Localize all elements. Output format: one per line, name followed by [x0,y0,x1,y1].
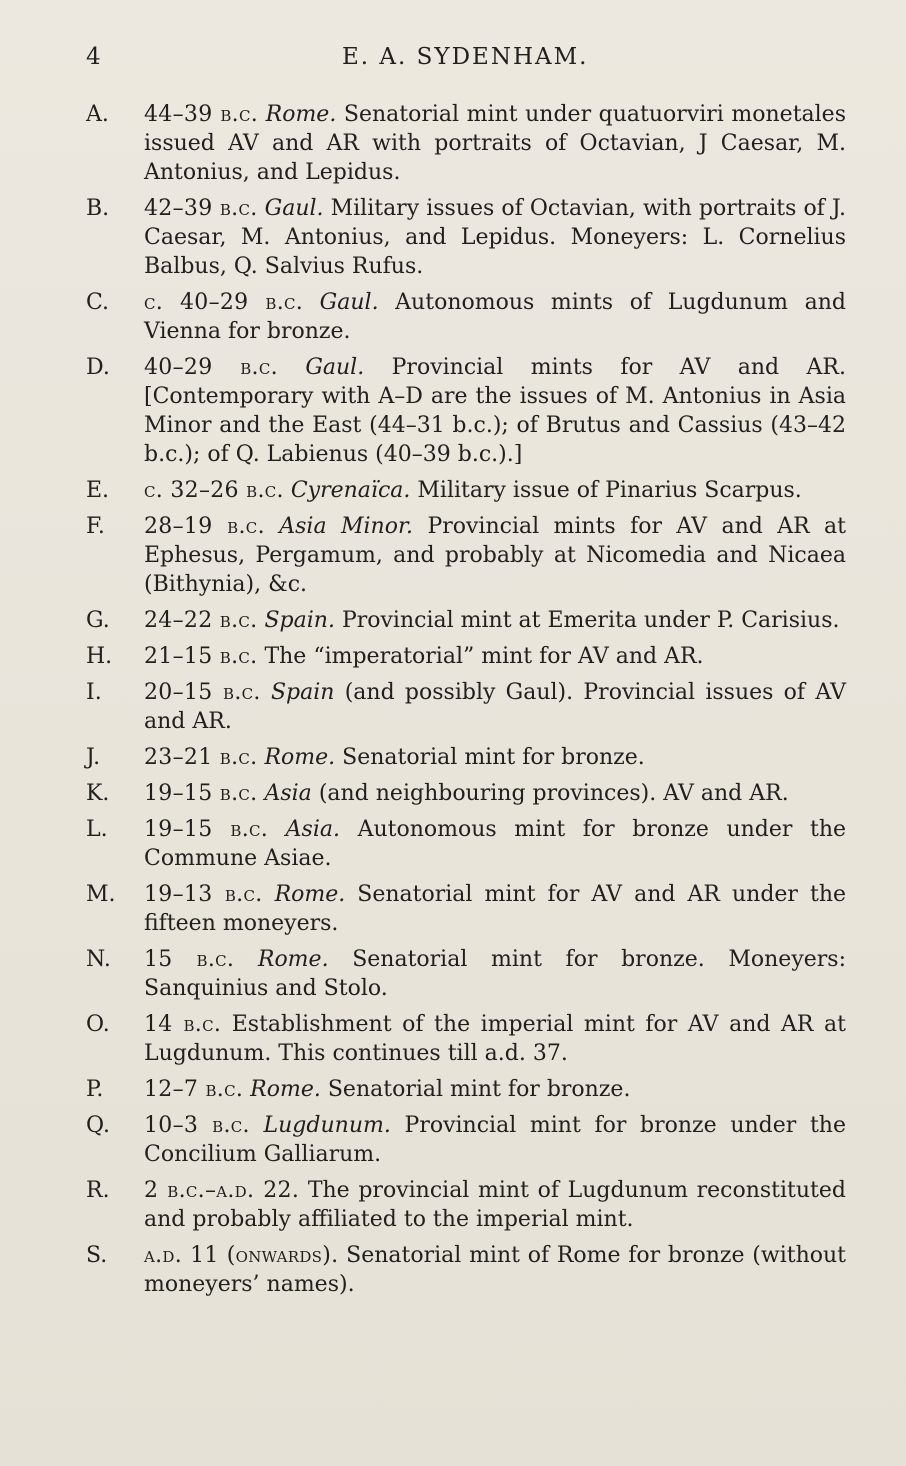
entry-text: Provincial mints for AV and AR at Ephesus, Pergamum, and probably at Nicomedia and Nicaea (Bithynia), &c. [144,514,846,597]
entry-place: Asia Minor. [279,514,414,539]
entry-text: Senatorial mint for bronze. Moneyers: Sanquinius and Stolo. [144,947,846,1001]
entry-letter: Q. [86,1113,110,1138]
entry-place: Gaul. [264,196,324,221]
entry-s [86,1241,846,1299]
entry-date: 23–21 b.c. [144,745,258,770]
entry-n [86,945,846,1003]
entry-text: (and neighbouring provinces). AV and AR. [318,781,789,806]
chronology-list [86,100,846,1299]
entry-text: Senatorial mint under quatuorviri monetales issued AV and AR with portraits of Octavian, J Caesar, M. Antonius, and Lepidus. [144,102,846,185]
entry-date: 19–13 b.c. [144,882,263,907]
entry-l [86,815,846,873]
entry-date: 42–39 b.c. [144,196,258,221]
entry-text: Autonomous mint for bronze under the Commune Asiae. [144,817,847,871]
entry-date: 21–15 b.c. [144,644,258,669]
entry-date: 28–19 b.c. [144,514,265,539]
entry-date: 10–3 b.c. [144,1113,250,1138]
entry-c [86,288,846,346]
entry-h [86,642,846,671]
entry-k [86,779,846,808]
entry-date: 19–15 b.c. [144,817,269,842]
entry-j [86,743,846,772]
entry-letter: C. [86,290,110,315]
entry-text: Senatorial mint for bronze. [342,745,645,770]
page-header [86,44,846,74]
entry-letter: O. [86,1012,110,1037]
entry-place: Rome. [250,1077,321,1102]
entry-text: Autonomous mints of Lugdunum and Vienna for bronze. [144,290,846,344]
entry-a [86,100,846,187]
entry-place: Asia. [285,817,340,842]
entry-text: Military issues of Octavian, with portraits of J. Caesar, M. Antonius, and Lepidus. Moneyers: L. Cornelius Balbus, Q. Salvius Rufus. [144,196,847,279]
entry-text: Senatorial mint for bronze. [327,1077,631,1102]
entry-letter: N. [86,947,111,972]
entry-date: 40–29 b.c. [144,355,278,380]
entry-date: 44–39 b.c. [144,102,259,127]
entry-date: c. 40–29 b.c. [144,290,304,315]
entry-letter: D. [86,355,110,380]
entry-letter: M. [86,882,116,907]
entry-d [86,353,846,469]
entry-letter: L. [86,817,108,842]
entry-text: Military issue of Pinarius Scarpus. [417,478,802,503]
entry-m [86,880,846,938]
entry-date: 19–15 b.c. [144,781,258,806]
entry-date: 20–15 b.c. [144,680,261,705]
entry-letter: P. [86,1077,104,1102]
entry-place: Rome. [265,102,337,127]
entry-q [86,1111,846,1169]
entry-letter: E. [86,478,110,503]
entry-p [86,1075,846,1104]
entry-place: Gaul. [305,355,365,380]
entry-i [86,678,846,736]
entry-letter: G. [86,608,110,633]
entry-place: Spain. [264,608,335,633]
entry-text: Establishment of the imperial mint for AV and AR at Lugdunum. This continues till a.d. 37. [144,1012,847,1066]
entry-e [86,476,846,505]
entry-place: Lugdunum. [263,1113,391,1138]
entry-date: 2 b.c.–a.d. 22. [144,1178,300,1203]
entry-place: Cyrenaïca. [290,478,411,503]
entry-letter: R. [86,1178,110,1203]
entry-r [86,1176,846,1234]
entry-date: 15 b.c. [144,947,235,972]
entry-g [86,606,846,635]
entry-text: (and possibly Gaul). Provincial issues of AV and AR. [144,680,846,734]
entry-f [86,512,846,599]
entry-place: Spain [270,680,335,705]
entry-text: The provincial mint of Lugdunum reconstituted and probably affiliated to the imperial mint. [144,1178,846,1232]
entry-text: Senatorial mint for AV and AR under the fifteen moneyers. [144,882,847,936]
entry-place: Rome. [274,882,346,907]
entry-text: Provincial mints for AV and AR. [Contemporary with A–D are the issues of M. Antonius in Asia Minor and the East (44–31 b.c.); of Brutus and Cassius (43–42 b.c.); of Q. Labienus (40–39 b.c.).] [144,355,846,467]
entry-o [86,1010,846,1068]
entry-place: Gaul. [319,290,379,315]
entry-letter: J. [86,745,101,770]
entry-date: 24–22 b.c. [144,608,258,633]
entry-place: Rome. [257,947,329,972]
entry-letter: B. [86,196,110,221]
page-number: 4 [86,44,102,70]
entry-date: 14 b.c. [144,1012,222,1037]
entry-letter: K. [86,781,110,806]
running-title: E. A. SYDENHAM. [342,44,589,70]
entry-letter: A. [86,102,109,127]
entry-letter: S. [86,1243,108,1268]
entry-date: a.d. 11 (onwards). [144,1243,339,1268]
entry-b [86,194,846,281]
entry-date: 12–7 b.c. [144,1077,244,1102]
entry-text: Senatorial mint of Rome for bronze (without moneyers’ names). [144,1243,847,1297]
entry-place: Asia [264,781,312,806]
entry-date: c. 32–26 b.c. [144,478,284,503]
entry-text: Provincial mint for bronze under the Concilium Galliarum. [144,1113,846,1167]
entry-letter: H. [86,644,113,669]
entry-place: Rome. [264,745,336,770]
entry-text: The “imperatorial” mint for AV and AR. [264,644,704,669]
entry-letter: F. [86,514,105,539]
entry-text: Provincial mint at Emerita under P. Carisius. [341,608,840,633]
entry-letter: I. [86,680,102,705]
